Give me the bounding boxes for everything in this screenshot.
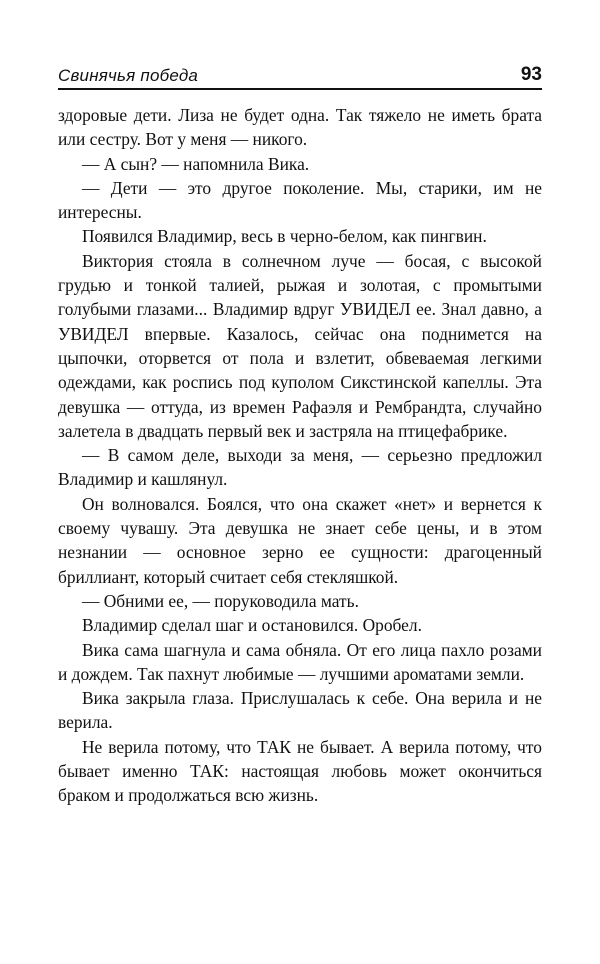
paragraph: Владимир сделал шаг и остановился. Оробел.: [82, 615, 422, 636]
paragraph: — В самом деле, выходи за меня, — серьезно предложил Владимир и кашлянул.: [58, 445, 542, 490]
paragraph: здоровые дети. Лиза не будет одна. Так тяжело не иметь брата или сестру. Вот у меня — никого.: [58, 105, 542, 150]
running-title: Свинячья победа: [58, 66, 199, 85]
running-header: [58, 62, 542, 90]
paragraph: — А сын? — напомнила Вика.: [82, 153, 310, 174]
paragraph: Вика закрыла глаза. Прислушалась к себе. Она верила и не верила.: [58, 688, 542, 733]
paragraph: — Дети — это другое поколение. Мы, старики, им не интересны.: [58, 177, 542, 223]
paragraph: Появился Владимир, весь в черно-белом, как пингвин.: [82, 226, 487, 247]
paragraph: Вика сама шагнула и сама обняла. От его лица пахло розами и дождем. Так пахнут любимые — лучшими ароматами земли.: [58, 639, 542, 684]
paragraph: Виктория стояла в солнечном луче — босая, с высокой грудью и тонкой талией, рыжая и золотая, с промытыми голубыми глазами... Владимир вдруг УВИДЕЛ ее. Знал давно, а УВИДЕЛ впервые. Казалось, сейчас она поднимется на цыпочки, оторвется от пола и взлетит, обвеваемая легкими одеждами, как роспись под куполом Сикстинской капеллы. Эта девушка — оттуда, из времен Рафаэля и Рембрандта, случайно залетела в двадцать первый век и застряла на птицефабрике.: [58, 250, 542, 441]
text-body: [58, 103, 542, 808]
paragraph: Он волновался. Боялся, что она скажет «нет» и вернется к своему чувашу. Эта девушка не знает себе цены, и в этом незнании — основное зерно ее сущности: драгоценный бриллиант, который считает себя стекляшкой.: [58, 493, 542, 587]
paragraph: — Обними ее, — поруководила мать.: [82, 590, 359, 611]
header-divider: [58, 88, 542, 90]
paragraph: Не верила потому, что ТАК не бывает. А верила потому, что бывает именно ТАК: настоящая любовь может окончиться браком и продолжаться всю жизнь.: [58, 736, 542, 806]
page-number: 93: [520, 64, 542, 85]
